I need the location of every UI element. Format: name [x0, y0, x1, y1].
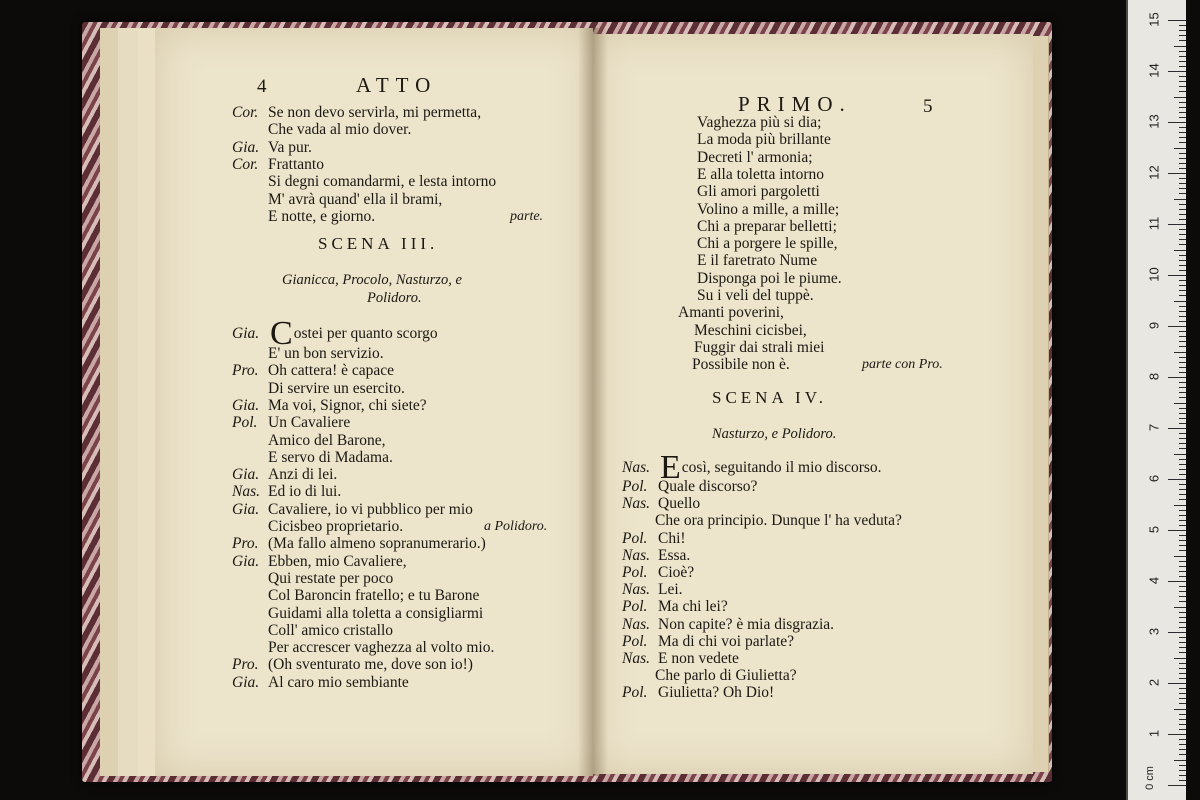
page-number-right: 5 [923, 96, 933, 117]
ruler-tick [1179, 719, 1186, 720]
ruler-tick [1179, 464, 1186, 465]
ruler-tick [1179, 260, 1186, 261]
ruler-tick [1179, 591, 1186, 592]
ruler-tick [1174, 352, 1186, 353]
ruler-tick [1179, 408, 1186, 409]
ruler-tick [1179, 749, 1186, 750]
verse-line: Amanti poverini, [678, 304, 784, 322]
ruler-tick [1179, 40, 1186, 41]
ruler-tick [1179, 413, 1186, 414]
ruler-tick [1179, 545, 1186, 546]
ruler-tick [1179, 137, 1186, 138]
ruler-number: 7 [1146, 423, 1162, 432]
ruler-tick [1174, 505, 1186, 506]
ruler-tick [1179, 285, 1186, 286]
measuring-ruler [1126, 0, 1186, 800]
ruler-tick [1179, 117, 1186, 118]
speaker-label: Nas. [622, 546, 650, 564]
verse-line: Lei. [658, 581, 683, 599]
ruler-tick [1179, 66, 1186, 67]
ruler-tick [1179, 678, 1186, 679]
ruler-tick [1179, 724, 1186, 725]
verse-line: Giulietta? Oh Dio! [658, 684, 775, 702]
verse-line: Se non devo servirla, mi permetta, [268, 104, 482, 121]
ruler-tick [1179, 188, 1186, 189]
ruler-number: 4 [1146, 576, 1162, 585]
ruler-tick [1179, 596, 1186, 597]
verse-line: E notte, e giorno. [268, 207, 376, 225]
ruler-tick [1179, 229, 1186, 230]
ruler-tick [1179, 127, 1186, 128]
verse-line: E' un bon servizio. [268, 345, 384, 362]
speaker-label: Gia. [232, 466, 260, 484]
speaker-label: Cor. [232, 104, 259, 121]
ruler-tick [1179, 387, 1186, 388]
ruler-tick [1168, 428, 1186, 429]
verse-line: Un Cavaliere [268, 414, 351, 432]
ruler-tick [1174, 709, 1186, 710]
verse-line: Per accrescer vaghezza al volto mio. [268, 639, 495, 657]
verse-line: Decreti l' armonia; [697, 148, 813, 166]
verse-line: Quello [658, 495, 701, 513]
ruler-tick [1174, 97, 1186, 98]
scene-characters: Gianicca, Procolo, Nasturzo, e [282, 272, 462, 288]
ruler-tick [1179, 209, 1186, 210]
verse-line: Va pur. [268, 138, 312, 156]
ruler-tick [1168, 122, 1186, 123]
speaker-label: Nas. [622, 495, 650, 513]
verse-line: E alla toletta intorno [697, 165, 824, 183]
line-text: così, seguitando il mio discorso. [681, 459, 882, 476]
ruler-tick [1179, 91, 1186, 92]
speaker-label: Gia. [232, 673, 260, 691]
ruler-tick [1179, 729, 1186, 730]
ruler-unit: 0 cm [1143, 766, 1156, 790]
ruler-tick [1174, 148, 1186, 149]
stage-direction: a Polidoro. [484, 519, 548, 534]
ruler-tick [1174, 46, 1186, 47]
speaker-label: Nas. [232, 483, 260, 501]
ruler-tick [1179, 423, 1186, 424]
ruler-tick [1174, 301, 1186, 302]
ruler-tick [1168, 71, 1186, 72]
ruler-tick [1179, 362, 1186, 363]
ruler-tick [1179, 219, 1186, 220]
speaker-label: Nas. [622, 650, 650, 667]
ruler-tick [1179, 459, 1186, 460]
ruler-tick [1179, 178, 1186, 179]
verse-line: Non capite? è mia disgrazia. [658, 615, 835, 633]
ruler-tick [1179, 331, 1186, 332]
ruler-tick [1179, 765, 1186, 766]
speaker-label: Pol. [622, 564, 648, 581]
verse-line: Ma chi lei? [658, 598, 728, 616]
verse-line: Che vada al mio dover. [268, 121, 412, 139]
ruler-number: 10 [1146, 267, 1162, 282]
ruler-tick [1179, 336, 1186, 337]
speaker-label: Pol. [622, 478, 648, 495]
ruler-tick [1179, 346, 1186, 347]
ruler-tick [1179, 494, 1186, 495]
ruler-tick [1179, 102, 1186, 103]
verse-line: Cicisbeo proprietario. [268, 518, 404, 535]
verse-line: Ma voi, Signor, chi siete? [268, 396, 427, 414]
speaker-label: Nas. [622, 615, 650, 633]
ruler-tick [1179, 576, 1186, 577]
speaker-label: Gia. [232, 138, 260, 156]
ruler-tick [1179, 489, 1186, 490]
ruler-tick [1179, 56, 1186, 57]
ruler-tick [1179, 61, 1186, 62]
ruler-tick [1179, 265, 1186, 266]
ruler-tick [1179, 744, 1186, 745]
ruler-tick [1179, 448, 1186, 449]
speaker-label: Pol. [232, 414, 258, 432]
ruler-tick [1179, 703, 1186, 704]
verse-line: Ma di chi voi parlate? [658, 632, 795, 650]
verse-line: Meschini cicisbei, [694, 321, 807, 339]
verse-line: Si degni comandarmi, e lesta intorno [268, 173, 497, 191]
ruler-tick [1179, 311, 1186, 312]
ruler-number: 2 [1146, 678, 1162, 687]
verse-line: Cavaliere, io vi pubblico per mio [268, 500, 473, 518]
verse-line: Chi a preparar belletti; [697, 217, 837, 235]
ruler-tick [1179, 780, 1186, 781]
speaker-label: Gia. [232, 500, 260, 518]
ruler-tick [1179, 193, 1186, 194]
ruler-tick [1168, 275, 1186, 276]
ruler-tick [1168, 479, 1186, 480]
ruler-tick [1179, 770, 1186, 771]
ruler-tick [1179, 484, 1186, 485]
ruler-tick [1179, 515, 1186, 516]
dialogue-line-first [232, 315, 438, 352]
page-number-left: 4 [257, 76, 267, 97]
verse-line: Possibile non è. [692, 356, 790, 374]
speaker-label: Gia. [232, 552, 260, 570]
stage-direction: parte con Pro. [862, 357, 943, 373]
verse-line: Cioè? [658, 564, 695, 581]
verse-line: (Ma fallo almeno sopranumerario.) [268, 535, 486, 553]
ruler-tick [1179, 367, 1186, 368]
ruler-tick [1174, 403, 1186, 404]
ruler-tick [1179, 163, 1186, 164]
ruler-tick [1179, 739, 1186, 740]
verse-line: (Oh sventurato me, dove son io!) [268, 656, 473, 674]
ruler-tick [1179, 550, 1186, 551]
ruler-tick [1179, 561, 1186, 562]
ruler-tick [1179, 183, 1186, 184]
verse-line: Amico del Barone, [268, 431, 386, 449]
ruler-tick [1179, 270, 1186, 271]
verse-line: Oh cattera! è capace [268, 362, 395, 380]
verse-line: Essa. [658, 546, 691, 564]
ruler-tick [1179, 433, 1186, 434]
ruler-tick [1179, 372, 1186, 373]
verse-line: Fuggir dai strali miei [694, 338, 825, 356]
ruler-number: 8 [1146, 372, 1162, 381]
verse-line: Vaghezza più si dia; [697, 114, 822, 131]
verse-line: Volino a mille, a mille; [697, 200, 840, 218]
ruler-tick [1179, 321, 1186, 322]
verse-line: Che parlo di Giulietta? [655, 667, 797, 685]
ruler-tick [1174, 760, 1186, 761]
ruler-tick [1179, 622, 1186, 623]
ruler-tick [1179, 775, 1186, 776]
scene-title-iv: SCENA IV. [712, 388, 828, 407]
speaker-label: Gia. [232, 396, 260, 414]
ruler-tick [1179, 673, 1186, 674]
running-header-right: PRIMO. [738, 92, 852, 116]
ruler-tick [1179, 112, 1186, 113]
ruler-tick [1168, 326, 1186, 327]
ruler-tick [1179, 474, 1186, 475]
ruler-tick [1179, 601, 1186, 602]
ruler-tick [1179, 76, 1186, 77]
ruler-number: 5 [1146, 525, 1162, 534]
ruler-tick [1174, 556, 1186, 557]
ruler-tick [1179, 51, 1186, 52]
speaker-label: Pol. [622, 684, 648, 702]
book-gutter [578, 28, 608, 776]
drop-cap: E [660, 449, 681, 486]
ruler-tick [1179, 714, 1186, 715]
ruler-tick [1179, 81, 1186, 82]
ruler-number: 1 [1146, 729, 1162, 738]
ruler-tick [1168, 224, 1186, 225]
ruler-tick [1179, 132, 1186, 133]
ruler-number: 9 [1146, 321, 1162, 330]
ruler-tick [1179, 525, 1186, 526]
ruler-tick [1179, 535, 1186, 536]
ruler-tick [1179, 510, 1186, 511]
line-text: ostei per quanto scorgo [293, 325, 438, 342]
verse-line: Chi! [658, 529, 686, 547]
verse-line: Frattanto [268, 155, 324, 173]
ruler-tick [1179, 239, 1186, 240]
speaker-label: Pol. [622, 632, 648, 650]
ruler-tick [1179, 617, 1186, 618]
speaker-label: Cor. [232, 155, 259, 173]
ruler-tick [1179, 469, 1186, 470]
verse-line: Chi a porgere le spille, [697, 235, 838, 253]
ruler-number: 15 [1146, 12, 1162, 27]
stage-direction: parte. [510, 208, 544, 224]
verse-line: Su i veli del tuppè. [697, 287, 814, 304]
ruler-tick [1168, 20, 1186, 21]
verse-line: M' avrà quand' ella il brami, [268, 190, 443, 208]
ruler-tick [1179, 652, 1186, 653]
ruler-tick [1179, 341, 1186, 342]
speaker-label: Nas. [622, 459, 650, 476]
ruler-tick [1179, 443, 1186, 444]
ruler-tick [1179, 86, 1186, 87]
ruler-tick [1168, 377, 1186, 378]
ruler-number: 13 [1146, 114, 1162, 129]
verse-line: Anzi di lei. [268, 466, 338, 484]
ruler-tick [1179, 107, 1186, 108]
ruler-tick [1179, 647, 1186, 648]
ruler-tick [1179, 520, 1186, 521]
ruler-tick [1179, 25, 1186, 26]
speaker-label: Pro. [232, 535, 259, 553]
ruler-tick [1179, 754, 1186, 755]
ruler-tick [1179, 499, 1186, 500]
verse-line: E servo di Madama. [268, 448, 393, 466]
ruler-tick [1179, 295, 1186, 296]
ruler-number: 12 [1146, 165, 1162, 180]
ruler-tick [1179, 255, 1186, 256]
ruler-tick [1179, 688, 1186, 689]
speaker-label: Pro. [232, 362, 259, 380]
verse-line: Disponga poi le piume. [697, 269, 842, 287]
scene-characters: Nasturzo, e Polidoro. [712, 426, 837, 442]
ruler-tick [1179, 392, 1186, 393]
ruler-tick [1179, 693, 1186, 694]
verse-line: Coll' amico cristallo [268, 621, 394, 639]
speaker-label: Nas. [622, 581, 650, 599]
ruler-number: 6 [1146, 474, 1162, 483]
ruler-tick [1179, 637, 1186, 638]
ruler-tick [1179, 668, 1186, 669]
verse-line: Ebben, mio Cavaliere, [268, 552, 407, 570]
ruler-tick [1174, 250, 1186, 251]
scene-title-iii: SCENA III. [318, 234, 439, 253]
ruler-tick [1179, 290, 1186, 291]
ruler-tick [1168, 785, 1186, 786]
ruler-tick [1179, 571, 1186, 572]
verse-line: Qui restate per poco [268, 569, 394, 587]
ruler-tick [1174, 454, 1186, 455]
verse-line: Quale discorso? [658, 478, 758, 495]
verse-line: Di servire un esercito. [268, 379, 405, 397]
ruler-tick [1179, 30, 1186, 31]
speaker-label: Pol. [622, 529, 648, 547]
ruler-tick [1168, 632, 1186, 633]
ruler-tick [1179, 234, 1186, 235]
ruler-tick [1179, 244, 1186, 245]
verse-line: Al caro mio sembiante [268, 673, 409, 691]
ruler-tick [1179, 382, 1186, 383]
ruler-tick [1179, 627, 1186, 628]
ruler-tick [1179, 306, 1186, 307]
ruler-tick [1168, 581, 1186, 582]
ruler-tick [1179, 158, 1186, 159]
ruler-tick [1179, 142, 1186, 143]
ruler-number: 11 [1146, 216, 1162, 231]
ruler-tick [1179, 153, 1186, 154]
ruler-tick [1179, 35, 1186, 36]
ruler-number: 14 [1146, 63, 1162, 78]
ruler-tick [1168, 530, 1186, 531]
ruler-tick [1179, 540, 1186, 541]
ruler-tick [1179, 438, 1186, 439]
ruler-tick [1179, 698, 1186, 699]
ruler-tick [1179, 642, 1186, 643]
running-header-left: ATTO [356, 73, 438, 97]
ruler-tick [1179, 316, 1186, 317]
ruler-tick [1179, 418, 1186, 419]
ruler-tick [1168, 734, 1186, 735]
speaker-label: Gia. [232, 325, 260, 342]
ruler-tick [1179, 586, 1186, 587]
ruler-tick [1174, 199, 1186, 200]
verse-line: E il faretrato Nume [697, 252, 818, 270]
ruler-tick [1179, 214, 1186, 215]
drop-cap: C [270, 315, 293, 352]
ruler-tick [1179, 397, 1186, 398]
ruler-tick [1179, 168, 1186, 169]
ruler-tick [1174, 607, 1186, 608]
verse-line: Guidami alla toletta a consigliarmi [268, 604, 484, 622]
dialogue-line-first [622, 449, 882, 486]
verse-line: Col Baroncin fratello; e tu Barone [268, 587, 480, 605]
ruler-tick [1168, 683, 1186, 684]
ruler-tick [1179, 280, 1186, 281]
verse-line: Che ora principio. Dunque l' ha veduta? [655, 512, 902, 530]
verse-line: Ed io di lui. [268, 483, 342, 501]
verse-line: Gli amori pargoletti [697, 183, 820, 201]
ruler-tick [1179, 357, 1186, 358]
verse-line: La moda più brillante [697, 131, 831, 149]
ruler-tick [1179, 204, 1186, 205]
speaker-label: Pol. [622, 598, 648, 616]
verse-line: E non vedete [658, 650, 739, 667]
ruler-tick [1168, 173, 1186, 174]
ruler-tick [1174, 658, 1186, 659]
ruler-tick [1179, 566, 1186, 567]
ruler-tick [1179, 663, 1186, 664]
ruler-tick [1179, 612, 1186, 613]
ruler-number: 3 [1146, 627, 1162, 636]
speaker-label: Pro. [232, 656, 259, 674]
scene-characters-cont: Polidoro. [367, 290, 422, 306]
